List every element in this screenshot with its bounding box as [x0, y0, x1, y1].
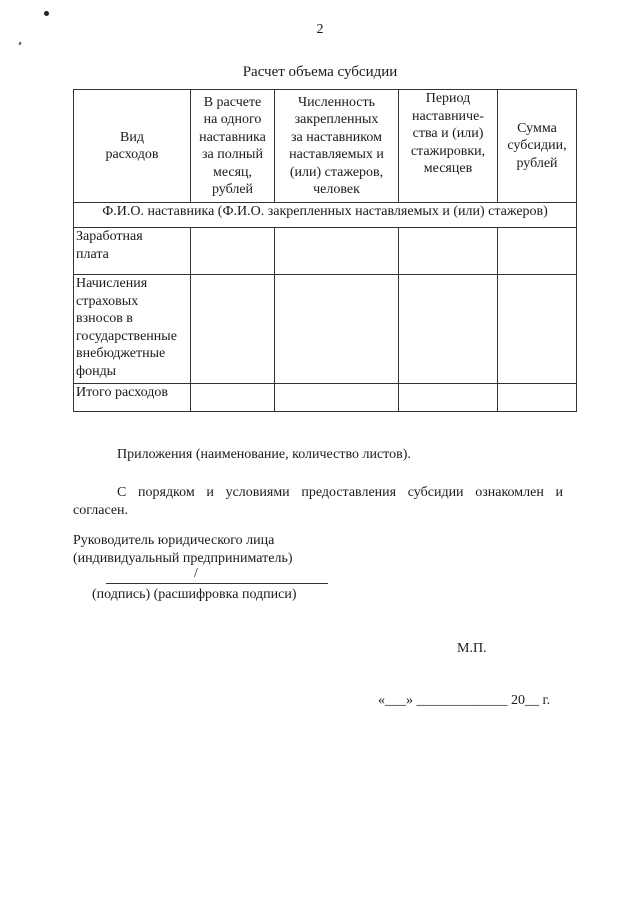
- signature-separator: /: [194, 566, 198, 581]
- table-row: [74, 228, 577, 275]
- table-cell: [498, 384, 577, 412]
- row-label-contributions: Начисления страховых взносов в государственные внебюджетные фонды: [74, 275, 191, 384]
- table-cell: [399, 228, 498, 275]
- table-cell: [275, 275, 399, 384]
- header-per-mentor: В расчете на одного наставника за полный месяц, рублей: [191, 90, 275, 203]
- table-cell: [275, 228, 399, 275]
- subsidy-table: [73, 89, 577, 412]
- agreement-statement: С порядком и условиями предоставления субсидии ознакомлен и согласен.: [73, 485, 563, 518]
- table-header-row: [74, 90, 577, 203]
- stamp-placeholder: М.П.: [457, 641, 487, 656]
- table-cell: [191, 275, 275, 384]
- row-label-total: Итого расходов: [74, 384, 191, 412]
- page-number: 2: [316, 22, 324, 37]
- table-cell: [399, 275, 498, 384]
- scan-mark-small: [18, 42, 21, 46]
- table-cell: [275, 384, 399, 412]
- mentor-row-label: Ф.И.О. наставника (Ф.И.О. закрепленных наставляемых и (или) стажеров): [74, 203, 577, 228]
- row-label-salary: Заработная плата: [74, 228, 191, 275]
- table-row: [74, 275, 577, 384]
- table-cell: [498, 228, 577, 275]
- header-count: Численность закрепленных за наставником наставляемых и (или) стажеров, человек: [275, 90, 399, 203]
- header-period: Период наставниче- ства и (или) стажировки, месяцев: [399, 90, 498, 203]
- mentor-row: [74, 203, 577, 228]
- header-expense-type: Вид расходов: [74, 90, 191, 203]
- attachments-note: Приложения (наименование, количество листов).: [117, 447, 411, 462]
- table-cell: [498, 275, 577, 384]
- signature-line: [106, 583, 328, 584]
- signature-caption: (подпись) (расшифровка подписи): [92, 587, 297, 602]
- table-row: [74, 384, 577, 412]
- scan-mark: [44, 11, 49, 16]
- page-title: Расчет объема субсидии: [242, 64, 398, 80]
- table-cell: [399, 384, 498, 412]
- date-line: «___» _____________ 20__ г.: [378, 693, 551, 708]
- table-cell: [191, 384, 275, 412]
- table-cell: [191, 228, 275, 275]
- signer-role-line1: Руководитель юридического лица: [73, 533, 275, 548]
- header-sum: Сумма субсидии, рублей: [498, 90, 577, 203]
- signer-role-line2: (индивидуальный предприниматель): [73, 551, 293, 566]
